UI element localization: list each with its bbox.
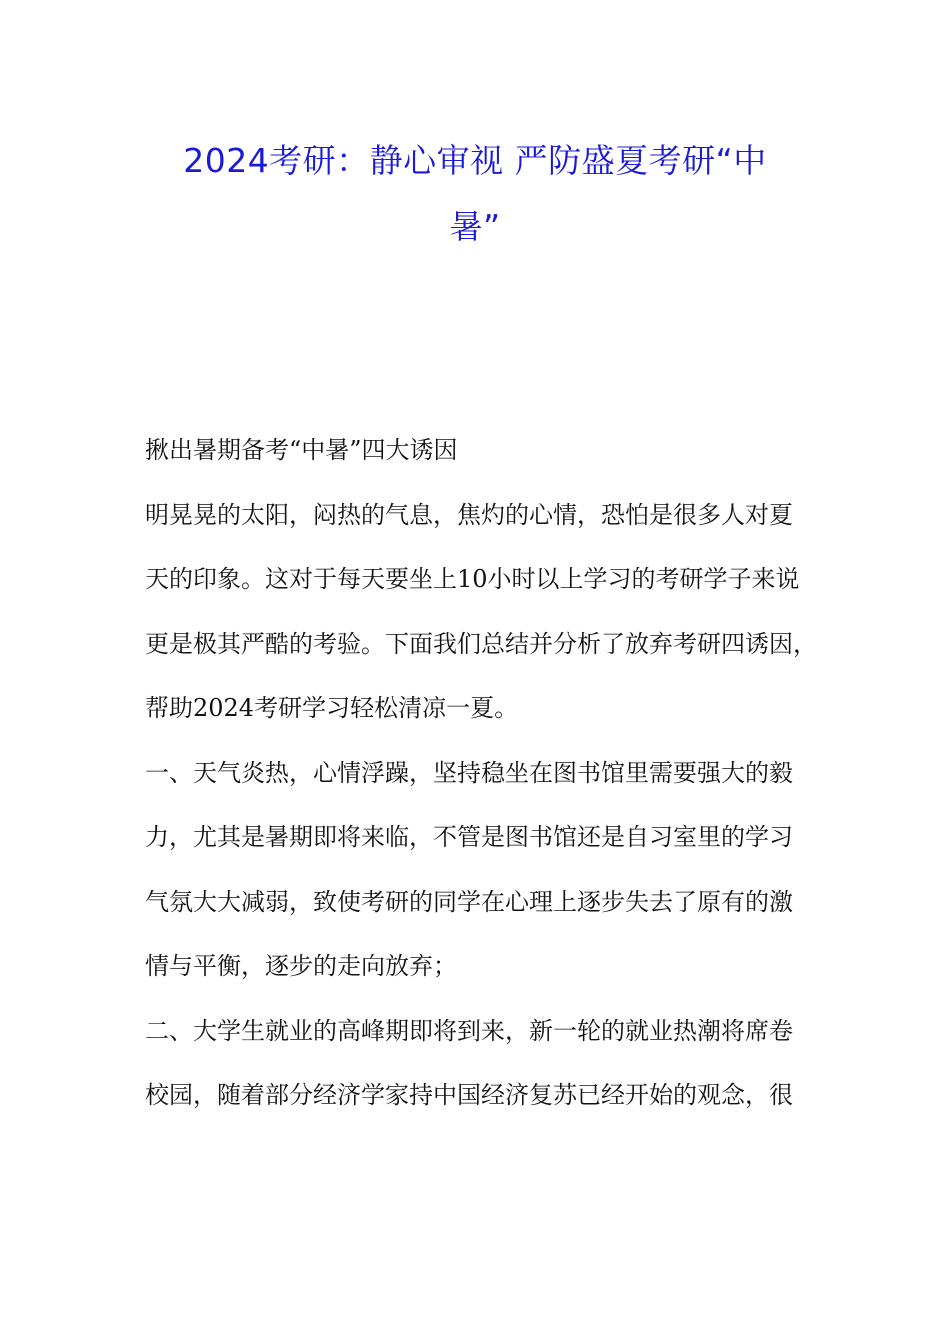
section-heading: 揪出暑期备考“中暑”四大诱因 (145, 436, 458, 464)
paragraph-line: 情与平衡，逐步的走向放弃； (145, 952, 457, 980)
document-body (145, 418, 817, 1128)
document-title (140, 128, 810, 260)
paragraph-line: 二、大学生就业的高峰期即将到来，新一轮的就业热潮将席卷 (145, 1016, 793, 1045)
paragraph-line: 帮助2024考研学习轻松清凉一夏。 (145, 694, 519, 722)
paragraph-line: 更是极其严酷的考验。下面我们总结并分析了放弃考研四诱因， (145, 629, 817, 658)
paragraph-line: 明晃晃的太阳，闷热的气息，焦灼的心情，恐怕是很多人对夏 (145, 500, 793, 529)
title-line-1: 2024考研：静心审视 严防盛夏考研“中 (183, 141, 767, 180)
paragraph-line: 一、天气炎热，心情浮躁，坚持稳坐在图书馆里需要强大的毅 (145, 758, 793, 787)
paragraph-line: 校园，随着部分经济学家持中国经济复苏已经开始的观念，很 (145, 1081, 793, 1109)
paragraph-line: 力，尤其是暑期即将来临，不管是图书馆还是自习室里的学习 (145, 823, 793, 851)
title-line-2: 暑” (449, 207, 501, 246)
paragraph-line: 天的印象。这对于每天要坐上10小时以上学习的考研学子来说 (145, 565, 800, 593)
paragraph-line: 气氛大大减弱，致使考研的同学在心理上逐步失去了原有的激 (145, 887, 793, 916)
